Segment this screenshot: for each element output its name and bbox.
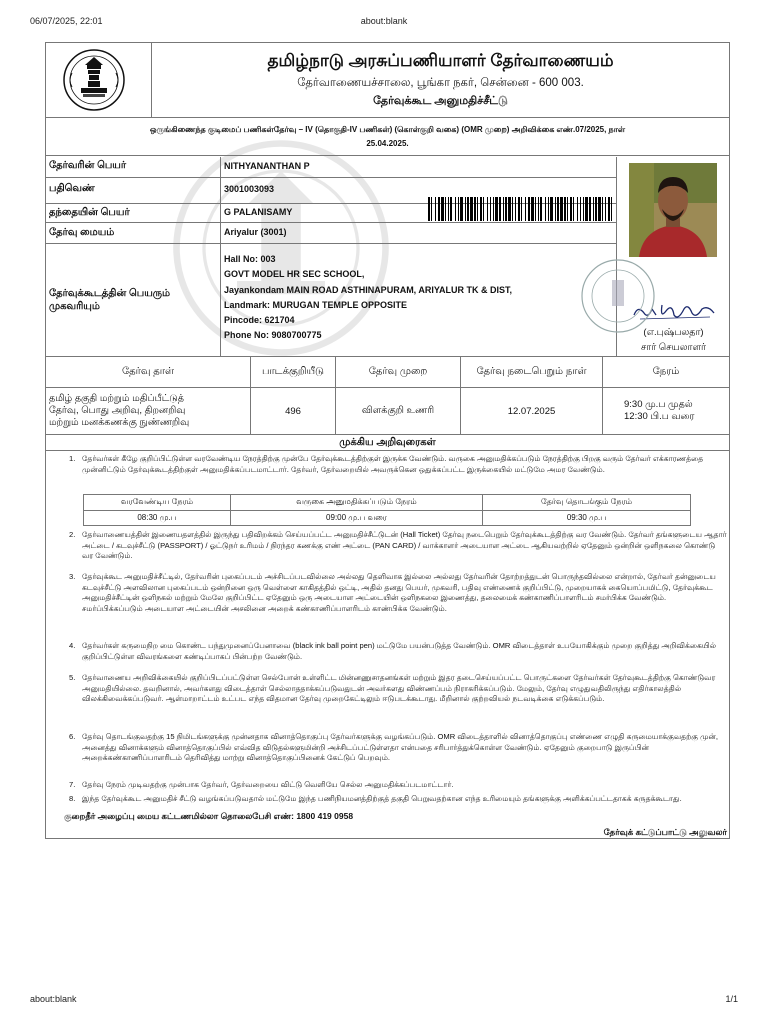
venue-line: GOVT MODEL HR SEC SCHOOL,: [224, 269, 365, 280]
exam-notice-line1: ஒருங்கிணைந்த குடிமைப் பணிகள்தேர்வு – IV (தொகுதி-IV பணிகள்) (கொள்குறி வகை) (OMR முறை) அறிவிக்கை எண்.07/2025, நாள்: [149, 125, 626, 134]
father-name: G PALANISAMY: [224, 207, 293, 217]
venue-address: [224, 252, 512, 344]
timing-entry: 09:00 மு.ப வரை: [326, 513, 387, 522]
venue-label: தேர்வுக்கூடத்தின் பெயரும் முகவரியும்: [49, 288, 171, 312]
row-father: [46, 204, 616, 223]
hall-ticket: [45, 42, 730, 839]
timing-header-start: தேர்வு தொடங்கும் நேரம்: [540, 497, 633, 506]
divider: [84, 510, 690, 511]
logo-cell: [46, 43, 152, 117]
timing-start: 09:30 மு.ப: [566, 513, 607, 522]
venue-line: Phone No: 9080700775: [224, 330, 322, 341]
exam-notice: [46, 118, 729, 156]
regno-label: பதிவெண்: [49, 183, 95, 194]
instruction-number: 2.: [69, 530, 76, 539]
venue-line: Jayankondam MAIN ROAD ASTHINAPURAM, ARIYALUR TK & DIST,: [224, 284, 513, 295]
paper-line: தமிழ் தகுதி மற்றும் மதிப்பீட்டுத்: [49, 393, 184, 404]
candidate-photo: [629, 163, 717, 257]
controller-of-exams: தேர்வுக் கட்டுப்பாட்டு அலுவலர்: [603, 827, 727, 837]
venue-line: Hall No: 003: [224, 254, 276, 264]
header: [46, 43, 729, 118]
instruction-number: 5.: [69, 673, 76, 682]
instruction-number: 4.: [69, 641, 76, 650]
header-date: தேர்வு நடைபெறும் நாள்: [476, 366, 587, 377]
instruction-number: 3.: [69, 572, 76, 581]
print-datetime: 06/07/2025, 22:01: [30, 16, 103, 26]
signatory-title: சார் செயலாளர்: [640, 342, 706, 353]
candidate-name: NITHYANANTHAN P: [224, 161, 310, 171]
candidate-info: [46, 157, 729, 357]
header-text: [152, 43, 729, 109]
venue-line: Pincode: 621704: [224, 315, 295, 326]
row-name: [46, 157, 616, 178]
instruction-text: இந்த தேர்வுக்கூட அனுமதிச் சீட்டு வழங்கப்படுவதால் மட்டுமே இந்த பணிநியமனத்திற்குத் தகுதி பெறுவதற்கான எந்த உரிமையும் தங்களுக்கு அளிக்கப்பட்டதாகக் கருதக்கூடாது.: [82, 794, 682, 803]
timing-header-entry: வருகை அனுமதிக்கப்படும் நேரம்: [296, 497, 417, 506]
venue-line: Landmark: MURUGAN TEMPLE OPPOSITE: [224, 299, 408, 310]
exam-centre: Ariyalur (3001): [224, 227, 287, 237]
header-paper: தேர்வு தாள்: [122, 366, 174, 377]
instruction-text: தேர்வு தொடங்குவதற்கு 15 நிமிடங்களுக்கு முன்னதாக வினாத்தொகுப்பு தேர்வர்களுக்கு வழங்கப்படும். OMR விடைத்தாளில் வினாத்தொகுப்பு எண்ணை எழுதி கருமையாக்குவதற்கு முன், அனைத்து வினாக்களும் வினாத்தொகுப்பில் எவ்வித விடுதல்களுமின்றி அச்சிடப்பட்டுள்ளதா என்பதை சரிபார்த்துக்கொள்ள வேண்டும். ஏதேனும் குறைபாடு இருப்பின் அறைக்கண்காணிப்பாளரிடம் தெரிவித்து மாற்று வினாத்தொகுப்பினைக் கேட்டுப் பெறவும்.: [82, 732, 718, 763]
org-address: தேர்வாணையச்சாலை, பூங்கா நகர், சென்னை - 600 003.: [297, 77, 584, 89]
print-page-title: about:blank: [360, 16, 408, 26]
timing-report: 08:30 மு.ப: [137, 513, 177, 522]
header-code: பாடக்குறியீடு: [262, 366, 324, 377]
tn-emblem-logo: [63, 49, 125, 111]
father-label: தந்தையின் பெயர்: [49, 207, 130, 218]
instruction-number: 1.: [69, 454, 76, 463]
instruction-text: தேர்வர்கள் கருமைநிற மை கொண்ட பந்துமுனைப்பேனாவை (black ink ball point pen) மட்டுமே பயன்படுத்த வேண்டும். OMR விடைத்தாள் உபயோகிக்கும் முறை குறித்து அறிவிக்கையில் குறிப்பிட்டுள்ள விவரங்களை கண்டிப்பாகப் பின்பற்ற வேண்டும்.: [82, 641, 716, 661]
time-line: 9:30 மு.ப முதல்: [624, 399, 693, 410]
instructions-title: முக்கிய அறிவுரைகள்: [46, 435, 729, 451]
paper-table: [46, 357, 729, 435]
register-number: 3001003093: [224, 184, 275, 194]
exam-time: [624, 388, 728, 434]
instruction-text: தேர்வுக்கூட அனுமதிச்சீட்டில், தேர்வரின் புகைப்படம் அச்சிடப்படவில்லை அல்லது தெளிவாக இல்லை அல்லது தேர்வரின் தோற்றத்துடன் பொருந்தவில்லை என்றால், தேர்வர் தன்னுடைய கடவுச்சீட்டு அளவிலான புகைப்படம் ஒன்றினை ஒரு வெள்ளை காகிதத்தில் ஒட்டி, அதில் தனது பெயர், முகவரி, பதிவு எண்ணைக் குறிப்பிட்டு, முறையாகக் கையொப்பமிட்டு, தேர்வுக்கூட அனுமதிச்சீட்டின் ஒளிநகல் மற்றும் மேலே குறிப்பிட்ட ஏதேனும் ஒரு அடையாள அட்டையின் ஒளிநகலை இணைத்து, தலைமைக் கண்காணிப்பாளரிடம் சமர்பிக்க வேண்டும். சமர்ப்பிக்கப்படும் அடையாள அட்டையின் அசலினை அறைக் கண்காணிப்பாளரிடம் காண்பிக்க வேண்டும்.: [82, 572, 716, 613]
header-time: நேரம்: [652, 366, 680, 377]
print-footer-url: about:blank: [30, 994, 77, 1004]
exam-mode: விளக்குறி உணரி: [361, 405, 435, 416]
document-title: தேர்வுக்கூட அனுமதிச்சீட்டு: [373, 95, 508, 107]
instruction-text: தேர்வாணையத்தின் இணையதளத்தில் இருந்து பதிவிறக்கம் செய்யப்பட்ட அனுமதிச்சீட்டுடன் (Hall Ticket) தேர்வு நடைபெறும் தேர்வுக்கூடத்திற்கு வர வேண்டும். தேர்வர் தங்களுடைய ஆதார் அட்டை / கடவுச்சீட்டு (PASSPORT) / ஓட்டுநர் உரிமம் / நிரந்தர கணக்கு எண் அட்டை (PAN CARD) / வாக்காளர் அடையாள அட்டை ஆகியவற்றில் ஏதேனும் ஒன்றின் ஒளிநகலை கொண்டு வர வேண்டும்.: [82, 530, 727, 561]
time-line: 12:30 பி.ப வரை: [624, 411, 695, 422]
paper-line: மற்றும் மனக்கணக்கு நுண்ணறிவு: [49, 417, 190, 428]
exam-notice-line2: 25.04.2025.: [366, 139, 409, 148]
print-page-count: 1/1: [725, 994, 738, 1004]
signatory-name: (எ.புஷ்பலதா): [643, 327, 704, 338]
instruction-text: தேர்வர்கள் கீழே குறிப்பிட்டுள்ள வரவேண்டிய நேரத்திற்கு முன்பே தேர்வுக்கூடத்திற்குள் இருக்க வேண்டும். வருகை அனுமதிக்கப்படும் நேரத்திற்கு பிறகு வரும் தேர்வர் எக்காரணத்தை முன்னிட்டும் தேர்வுக்கூடத்திற்குள் அனுமதிக்கப்படமாட்டார். தேர்வர், தேர்வறையில் அவருக்கென ஒதுக்கப்பட்ட இருக்கையில் மட்டுமே அமர வேண்டும்.: [82, 454, 704, 474]
centre-label: தேர்வு மையம்: [49, 227, 115, 238]
instruction-text: தேர்வாணைய அறிவிக்கையில் குறிப்பிடப்பட்டுள்ள செல்போன் உள்ளிட்ட மின்னணுசாதனங்கள் மற்றும் இதர தடைசெய்யப்பட்ட பொருட்களை தேர்வர்கள் தேர்வுகூடத்திற்கு கொண்டுவர அனுமதியில்லை. தவறினால், அவர்களது விடைத்தாள் செல்லாததாக்கப்படுவதுடன் அவர்களது விண்ணப்பம் நிராகரிக்கப்படும். மேலும், தேர்வு எழுதுவதிலிருந்து எதிர்காலத்தில் விலக்கிவைக்கப்படுவர். ஆள்மாறாட்டம் உட்பட எந்த விதமான தேர்வு முறைகேட்டிலும் ஈடுபடக்கூடாது. மீறினால் குற்றவியல் நடவடிக்கை எடுக்கப்படும்.: [82, 673, 716, 704]
name-label: தேர்வரின் பெயர்: [49, 160, 127, 171]
instruction-text: தேர்வு நேரம் முடிவதற்கு முன்பாக தேர்வர், தேர்வறையை விட்டு வெளியே செல்ல அனுமதிக்கப்படமாட்டார்.: [82, 780, 454, 789]
helpline: குறைதீர் அழைப்பு மைய கட்டணமில்லா தொலைபேசி எண்: 1800 419 0958: [64, 811, 354, 821]
instruction-number: 6.: [69, 732, 76, 741]
instruction-number: 8.: [69, 794, 76, 803]
paper-code: 496: [285, 405, 301, 417]
timing-header-report: வரவேண்டிய நேரம்: [120, 497, 194, 506]
instruction-number: 7.: [69, 780, 76, 789]
official-seal: [580, 258, 656, 334]
header-mode: தேர்வு முறை: [368, 366, 428, 377]
paper-name: [49, 388, 249, 434]
timing-table: [83, 494, 691, 526]
exam-date: 12.07.2025: [507, 405, 556, 417]
row-regno: [46, 178, 616, 204]
org-name: தமிழ்நாடு அரசுப்பணியாளர் தேர்வாணையம்: [267, 51, 614, 70]
paper-line: தேர்வு, பொது அறிவு, திறனறிவு: [49, 405, 186, 416]
row-centre: [46, 223, 616, 244]
